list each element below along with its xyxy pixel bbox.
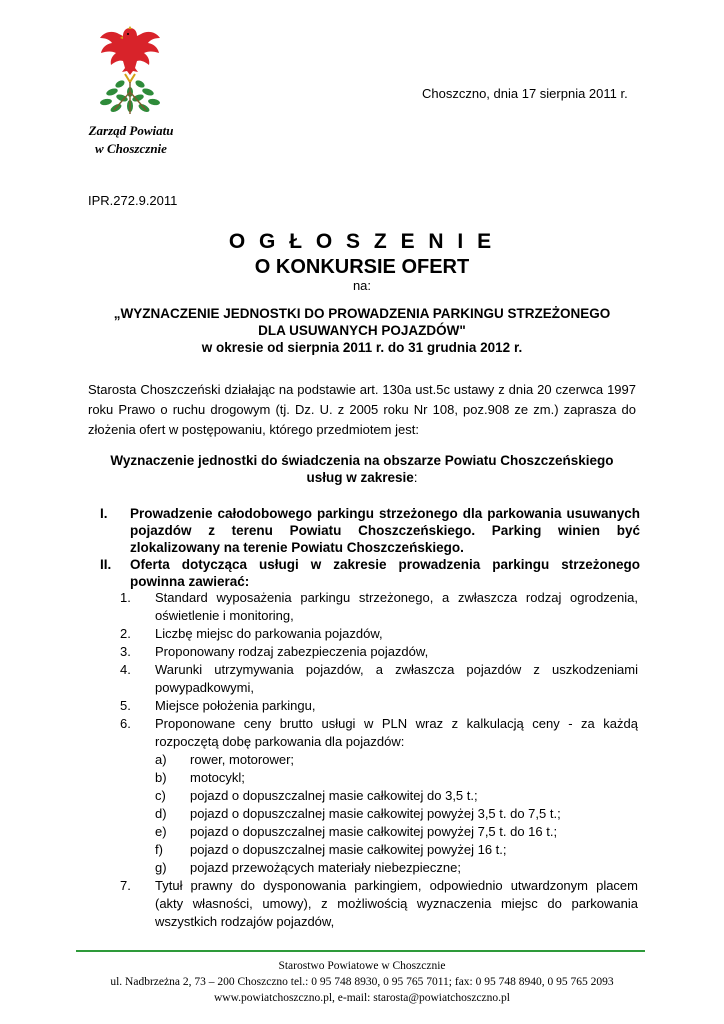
list-item-text: Standard wyposażenia parkingu strzeżonego, a zwłaszcza rodzaj ogrodzenia, oświetlenie i monitoring, xyxy=(155,590,638,623)
sub-item-letter: f) xyxy=(155,842,163,857)
list-item-text: Miejsce położenia parkingu, xyxy=(155,698,316,713)
sub-item-letter: a) xyxy=(155,752,167,767)
sub-item xyxy=(155,805,635,823)
list-item xyxy=(120,589,638,625)
title-na: na: xyxy=(352,278,372,293)
list-item-number: 5. xyxy=(120,698,131,713)
subject-period: w okresie od sierpnia 2011 r. do 31 grudnia 2012 r. xyxy=(201,340,523,355)
sub-item-letter: c) xyxy=(155,788,166,803)
subject-block xyxy=(70,305,654,356)
list-item-number: 4. xyxy=(120,662,131,677)
sub-item-text: motocykl; xyxy=(190,770,245,785)
list-item xyxy=(120,625,638,643)
sub-item xyxy=(155,769,635,787)
list-item-number: 7. xyxy=(120,878,131,893)
issuer-name xyxy=(76,122,186,158)
intro-paragraph: Starosta Choszczeński działając na podstawie art. 130a ust.5c ustawy z dnia 20 czerwca 1997 roku Prawo o ruchu drogowym (tj. Dz. U. z 2005 roku Nr 108, poz.908 ze zm.) zaprasza do złożenia ofert w postępowaniu, którego przedmiotem jest: xyxy=(88,382,636,437)
list-item-number: 1. xyxy=(120,590,131,605)
footer-divider xyxy=(76,950,645,952)
sub-item xyxy=(155,859,635,877)
sub-item-letter: d) xyxy=(155,806,167,821)
section-text: Prowadzenie całodobowego parkingu strzeżonego dla parkowania usuwanych pojazdów z terenu Powiatu Choszczeńskiego. Parking winien być zlokalizowany na terenie Powiatu Choszczeńskiego. xyxy=(130,506,640,555)
section-item xyxy=(100,556,640,590)
list-item-text: Proponowany rodzaj zabezpieczenia pojazdów, xyxy=(155,644,429,659)
scope-heading xyxy=(70,452,654,486)
issuer-line-1: Zarząd Powiatu xyxy=(88,123,174,138)
sub-item-text: pojazd o dopuszczalnej masie całkowitej powyżej 3,5 t. do 7,5 t.; xyxy=(190,806,561,821)
document-title: O G Ł O S Z E N I E xyxy=(228,230,496,253)
footer-office: Starostwo Powiatowe w Choszcznie xyxy=(278,960,446,972)
scope-heading-line-1: Wyznaczenie jednostki do świadczenia na obszarze Powiatu Choszczeńskiego xyxy=(110,453,614,468)
list-item xyxy=(120,643,638,661)
reference-number: IPR.272.9.2011 xyxy=(88,193,178,208)
sub-item xyxy=(155,751,635,769)
list-item xyxy=(120,715,638,751)
coat-of-arms-logo xyxy=(92,22,168,116)
scope-heading-line-2: usług w zakresie xyxy=(306,470,414,485)
subject-line-1: „WYZNACZENIE JEDNOSTKI DO PROWADZENIA PARKINGU STRZEŻONEGO xyxy=(113,306,611,321)
sub-item xyxy=(155,841,635,859)
footer-contact[interactable]: www.powiatchoszczno.pl, e-mail: starosta@powiatchoszczno.pl xyxy=(214,992,510,1004)
list-item-number: 6. xyxy=(120,716,131,731)
list-item-text: Liczbę miejsc do parkowania pojazdów, xyxy=(155,626,383,641)
sub-item-text: pojazd o dopuszczalnej masie całkowitej do 3,5 t.; xyxy=(190,788,478,803)
eagle-icon xyxy=(100,26,160,82)
section-item xyxy=(100,505,640,556)
sub-item-text: pojazd o dopuszczalnej masie całkowitej powyżej 7,5 t. do 16 t.; xyxy=(190,824,558,839)
sub-item-text: pojazd o dopuszczalnej masie całkowitej powyżej 16 t.; xyxy=(190,842,507,857)
scope-heading-colon: : xyxy=(413,470,418,485)
sub-item xyxy=(155,823,635,841)
list-item-number: 3. xyxy=(120,644,131,659)
date-line: Choszczno, dnia 17 sierpnia 2011 r. xyxy=(422,86,628,101)
list-item xyxy=(120,697,638,715)
subject-line-2: DLA USUWANYCH POJAZDÓW" xyxy=(258,323,466,338)
list-item-text: Proponowane ceny brutto usługi w PLN wraz z kalkulacją ceny - za każdą rozpoczętą dobę parkowania dla pojazdów: xyxy=(155,716,638,749)
list-item-number: 2. xyxy=(120,626,131,641)
sub-item-letter: e) xyxy=(155,824,167,839)
sub-item-letter: g) xyxy=(155,860,167,875)
section-number: I. xyxy=(100,506,108,521)
section-text: Oferta dotycząca usługi w zakresie prowadzenia parkingu strzeżonego powinna zawierać: xyxy=(130,557,640,589)
section-number: II. xyxy=(100,557,112,572)
issuer-line-2: w Choszcznie xyxy=(95,141,167,156)
sub-item-letter: b) xyxy=(155,770,167,785)
sub-item xyxy=(155,787,635,805)
list-item-text: Tytuł prawny do dysponowania parkingiem, odpowiednio utwardzonym placem (akty własności, umowy), z możliwością wyznaczenia miejsc do parkowania wszystkich rodzajów pojazdów, xyxy=(155,878,638,929)
document-subtitle: O KONKURSIE OFERT xyxy=(254,256,470,278)
list-item xyxy=(120,877,638,931)
sub-item-text: rower, motorower; xyxy=(190,752,295,767)
list-item-text: Warunki utrzymywania pojazdów, a zwłaszcza pojazdów z uszkodzeniami powypadkowymi, xyxy=(155,662,638,695)
list-item xyxy=(120,661,638,697)
footer-address: ul. Nadbrzeżna 2, 73 – 200 Choszczno tel.: 0 95 748 8930, 0 95 765 7011; fax: 0 95 748 8940, 0 95 765 2093 xyxy=(110,976,614,988)
sub-item-text: pojazd przewożących materiały niebezpieczne; xyxy=(190,860,461,875)
